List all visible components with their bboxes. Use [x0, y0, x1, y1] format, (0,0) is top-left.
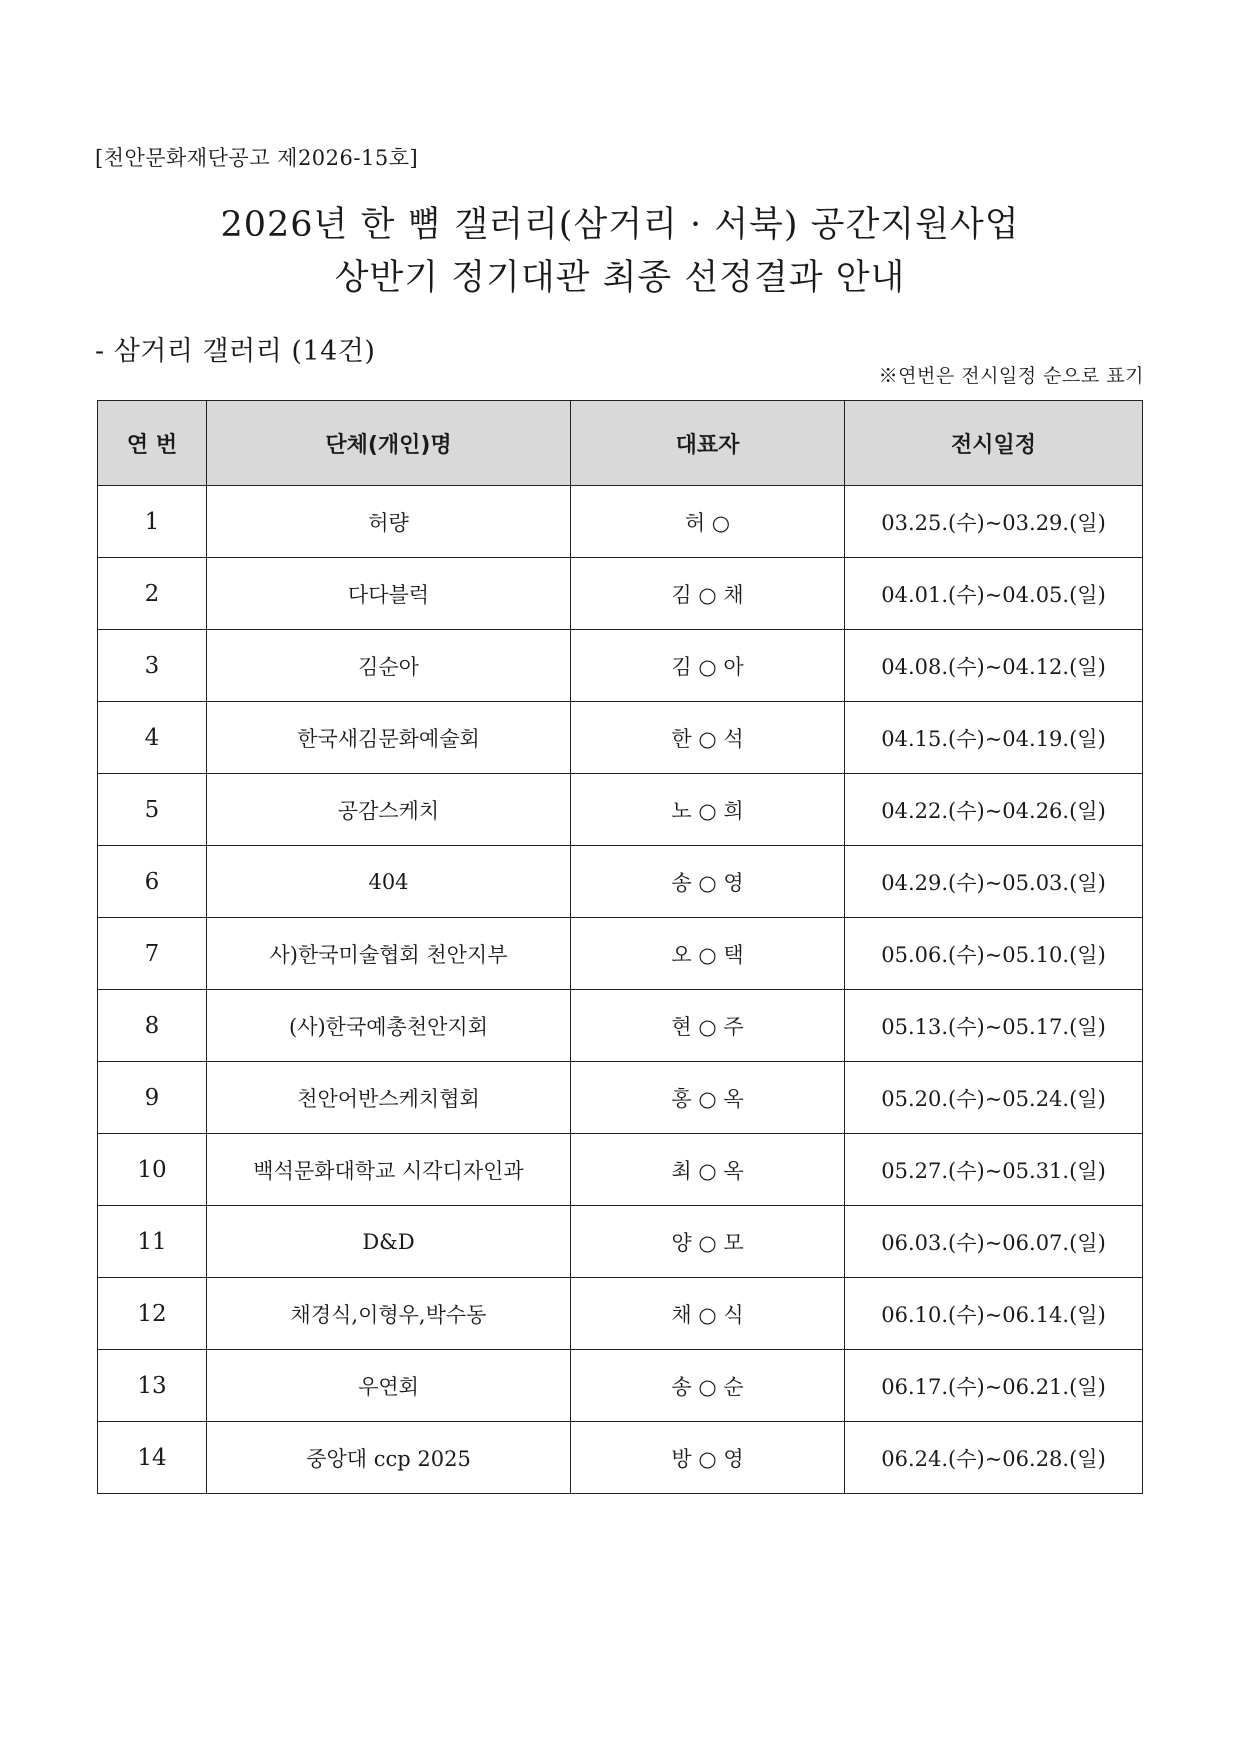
table-row [98, 558, 1143, 630]
cell-representative: 김 ○ 아 [571, 630, 845, 702]
cell-group: 백석문화대학교 시각디자인과 [207, 1134, 571, 1206]
cell-group: 한국새김문화예술회 [207, 702, 571, 774]
table-row [98, 486, 1143, 558]
cell-representative: 방 ○ 영 [571, 1422, 845, 1494]
table-row [98, 774, 1143, 846]
cell-group: 천안어반스케치협회 [207, 1062, 571, 1134]
table-row [98, 918, 1143, 990]
table-body [98, 486, 1143, 1494]
table-row [98, 1422, 1143, 1494]
cell-representative: 허 ○ [571, 486, 845, 558]
notice-number: [천안문화재단공고 제2026-15호] [95, 146, 419, 170]
table-note: ※연번은 전시일정 순으로 표기 [878, 365, 1144, 387]
header-representative: 대표자 [571, 401, 845, 486]
cell-group: 다다블럭 [207, 558, 571, 630]
cell-no: 14 [98, 1422, 207, 1494]
table-row [98, 630, 1143, 702]
table-header-row [98, 401, 1143, 486]
cell-schedule: 06.03.(수)~06.07.(일) [845, 1206, 1143, 1278]
cell-schedule: 05.06.(수)~05.10.(일) [845, 918, 1143, 990]
cell-representative: 송 ○ 순 [571, 1350, 845, 1422]
cell-representative: 오 ○ 택 [571, 918, 845, 990]
cell-schedule: 04.22.(수)~04.26.(일) [845, 774, 1143, 846]
cell-schedule: 04.29.(수)~05.03.(일) [845, 846, 1143, 918]
header-group: 단체(개인)명 [207, 401, 571, 486]
cell-group: 중앙대 ccp 2025 [207, 1422, 571, 1494]
cell-representative: 한 ○ 석 [571, 702, 845, 774]
section-heading: - 삼거리 갤러리 (14건) [95, 336, 376, 367]
cell-no: 13 [98, 1350, 207, 1422]
cell-schedule: 05.27.(수)~05.31.(일) [845, 1134, 1143, 1206]
cell-group: 허량 [207, 486, 571, 558]
cell-no: 7 [98, 918, 207, 990]
table-header [98, 401, 1143, 486]
cell-no: 8 [98, 990, 207, 1062]
table-row [98, 1350, 1143, 1422]
cell-schedule: 03.25.(수)~03.29.(일) [845, 486, 1143, 558]
table-row [98, 1278, 1143, 1350]
cell-group: 404 [207, 846, 571, 918]
cell-no: 2 [98, 558, 207, 630]
cell-no: 11 [98, 1206, 207, 1278]
table-row [98, 1206, 1143, 1278]
cell-schedule: 06.17.(수)~06.21.(일) [845, 1350, 1143, 1422]
cell-no: 5 [98, 774, 207, 846]
cell-schedule: 04.01.(수)~04.05.(일) [845, 558, 1143, 630]
table-row [98, 1134, 1143, 1206]
cell-representative: 송 ○ 영 [571, 846, 845, 918]
cell-no: 4 [98, 702, 207, 774]
cell-no: 12 [98, 1278, 207, 1350]
page-title-line1: 2026년 한 뼘 갤러리(삼거리 · 서북) 공간지원사업 [220, 205, 1020, 245]
cell-representative: 홍 ○ 옥 [571, 1062, 845, 1134]
page-title-line2: 상반기 정기대관 최종 선정결과 안내 [334, 258, 906, 298]
cell-schedule: 06.24.(수)~06.28.(일) [845, 1422, 1143, 1494]
cell-schedule: 04.08.(수)~04.12.(일) [845, 630, 1143, 702]
table-row [98, 990, 1143, 1062]
cell-no: 10 [98, 1134, 207, 1206]
cell-representative: 노 ○ 희 [571, 774, 845, 846]
cell-schedule: 05.13.(수)~05.17.(일) [845, 990, 1143, 1062]
cell-schedule: 04.15.(수)~04.19.(일) [845, 702, 1143, 774]
cell-no: 1 [98, 486, 207, 558]
table-row [98, 846, 1143, 918]
cell-group: 김순아 [207, 630, 571, 702]
cell-no: 3 [98, 630, 207, 702]
cell-group: D&D [207, 1206, 571, 1278]
cell-group: (사)한국예총천안지회 [207, 990, 571, 1062]
cell-representative: 현 ○ 주 [571, 990, 845, 1062]
table-row [98, 702, 1143, 774]
cell-group: 우연회 [207, 1350, 571, 1422]
cell-group: 채경식,이형우,박수동 [207, 1278, 571, 1350]
cell-schedule: 06.10.(수)~06.14.(일) [845, 1278, 1143, 1350]
cell-group: 사)한국미술협회 천안지부 [207, 918, 571, 990]
cell-no: 9 [98, 1062, 207, 1134]
selection-result-table [97, 400, 1143, 1494]
header-schedule: 전시일정 [845, 401, 1143, 486]
header-no: 연 번 [98, 401, 207, 486]
cell-representative: 양 ○ 모 [571, 1206, 845, 1278]
cell-representative: 채 ○ 식 [571, 1278, 845, 1350]
cell-schedule: 05.20.(수)~05.24.(일) [845, 1062, 1143, 1134]
cell-representative: 최 ○ 옥 [571, 1134, 845, 1206]
cell-representative: 김 ○ 채 [571, 558, 845, 630]
cell-no: 6 [98, 846, 207, 918]
table-row [98, 1062, 1143, 1134]
cell-group: 공감스케치 [207, 774, 571, 846]
